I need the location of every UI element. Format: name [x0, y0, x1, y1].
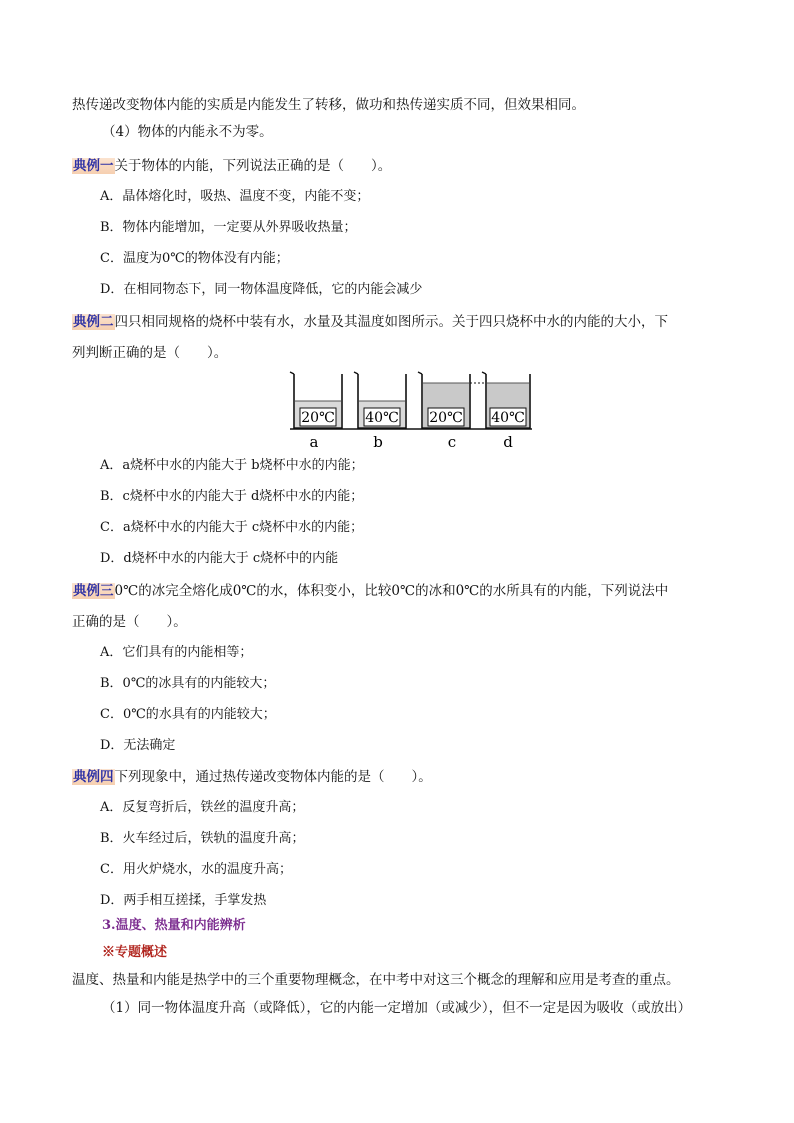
beaker-label-c: c	[447, 433, 457, 451]
option-c: C．温度为0℃的物体没有内能；	[100, 251, 289, 266]
paragraph-line: （4）物体的内能永不为零。	[102, 124, 273, 140]
option-a: A．晶体熔化时，吸热、温度不变，内能不变；	[100, 189, 370, 204]
temp-label: 20℃	[301, 410, 335, 426]
beaker-figure	[286, 368, 536, 452]
paragraph-line: （1）同一物体温度升高（或降低），它的内能一定增加（或减少），但不一定是因为吸收（或放出）	[102, 1000, 692, 1016]
example-2-question	[72, 312, 668, 332]
option-c: C．用火炉烧水，水的温度升高；	[100, 862, 292, 877]
question-text-cont: 列判断正确的是（ ）。	[72, 345, 228, 361]
option-d: D．在相同物态下，同一物体温度降低，它的内能会减少	[100, 282, 423, 297]
beaker-label-b: b	[373, 433, 383, 451]
section-subheading: ※专题概述	[102, 945, 168, 960]
example-tag: 典例一	[73, 158, 114, 174]
question-text-cont: 正确的是（ ）。	[72, 614, 187, 630]
option-d: D．d烧杯中水的内能大于 c烧杯中的内能	[100, 551, 339, 566]
beaker-label-a: a	[309, 433, 319, 451]
option-b: B．物体内能增加，一定要从外界吸收热量；	[100, 220, 357, 235]
question-text: 关于物体的内能，下列说法正确的是（ ）。	[114, 158, 392, 174]
paragraph-line: 热传递改变物体内能的实质是内能发生了转移，做功和热传递实质不同，但效果相同。	[72, 97, 585, 113]
paragraph-line: 温度、热量和内能是热学中的三个重要物理概念，在中考中对这三个概念的理解和应用是考查的重点。	[72, 972, 680, 988]
option-d: D．无法确定	[100, 738, 176, 753]
section-heading: 3.温度、热量和内能辨析	[102, 918, 246, 933]
option-b: B．c烧杯中水的内能大于 d烧杯中水的内能；	[100, 489, 364, 504]
beaker-a	[290, 372, 342, 428]
example-tag: 典例四	[73, 769, 114, 785]
example-3-question	[72, 581, 668, 601]
question-text: 0℃的冰完全熔化成0℃的水，体积变小，比较0℃的冰和0℃的水所具有的内能，下列说法中	[114, 583, 669, 599]
option-b: B．火车经过后，铁轨的温度升高；	[100, 831, 305, 846]
beaker-c	[418, 372, 470, 428]
option-d: D．两手相互搓揉，手掌发热	[100, 893, 267, 908]
example-tag: 典例二	[73, 314, 114, 330]
question-text: 四只相同规格的烧杯中装有水，水量及其温度如图所示。关于四只烧杯中水的内能的大小，下	[114, 314, 668, 330]
example-1-question	[72, 156, 391, 176]
temp-label: 40℃	[365, 410, 399, 426]
option-c: C．0℃的水具有的内能较大；	[100, 707, 276, 722]
temp-label: 20℃	[429, 410, 463, 426]
example-tag: 典例三	[73, 583, 114, 599]
option-a: A．反复弯折后，铁丝的温度升高；	[100, 800, 305, 815]
beaker-label-d: d	[503, 433, 513, 451]
option-c: C．a烧杯中水的内能大于 c烧杯中水的内能；	[100, 520, 364, 535]
example-4-question	[72, 767, 432, 787]
option-a: A．它们具有的内能相等；	[100, 645, 253, 660]
temp-label: 40℃	[491, 410, 525, 426]
beaker-b	[354, 372, 406, 428]
beaker-d	[482, 372, 530, 428]
option-a: A．a烧杯中水的内能大于 b烧杯中水的内能；	[100, 458, 364, 473]
question-text: 下列现象中，通过热传递改变物体内能的是（ ）。	[114, 769, 432, 785]
option-b: B．0℃的冰具有的内能较大；	[100, 676, 276, 691]
